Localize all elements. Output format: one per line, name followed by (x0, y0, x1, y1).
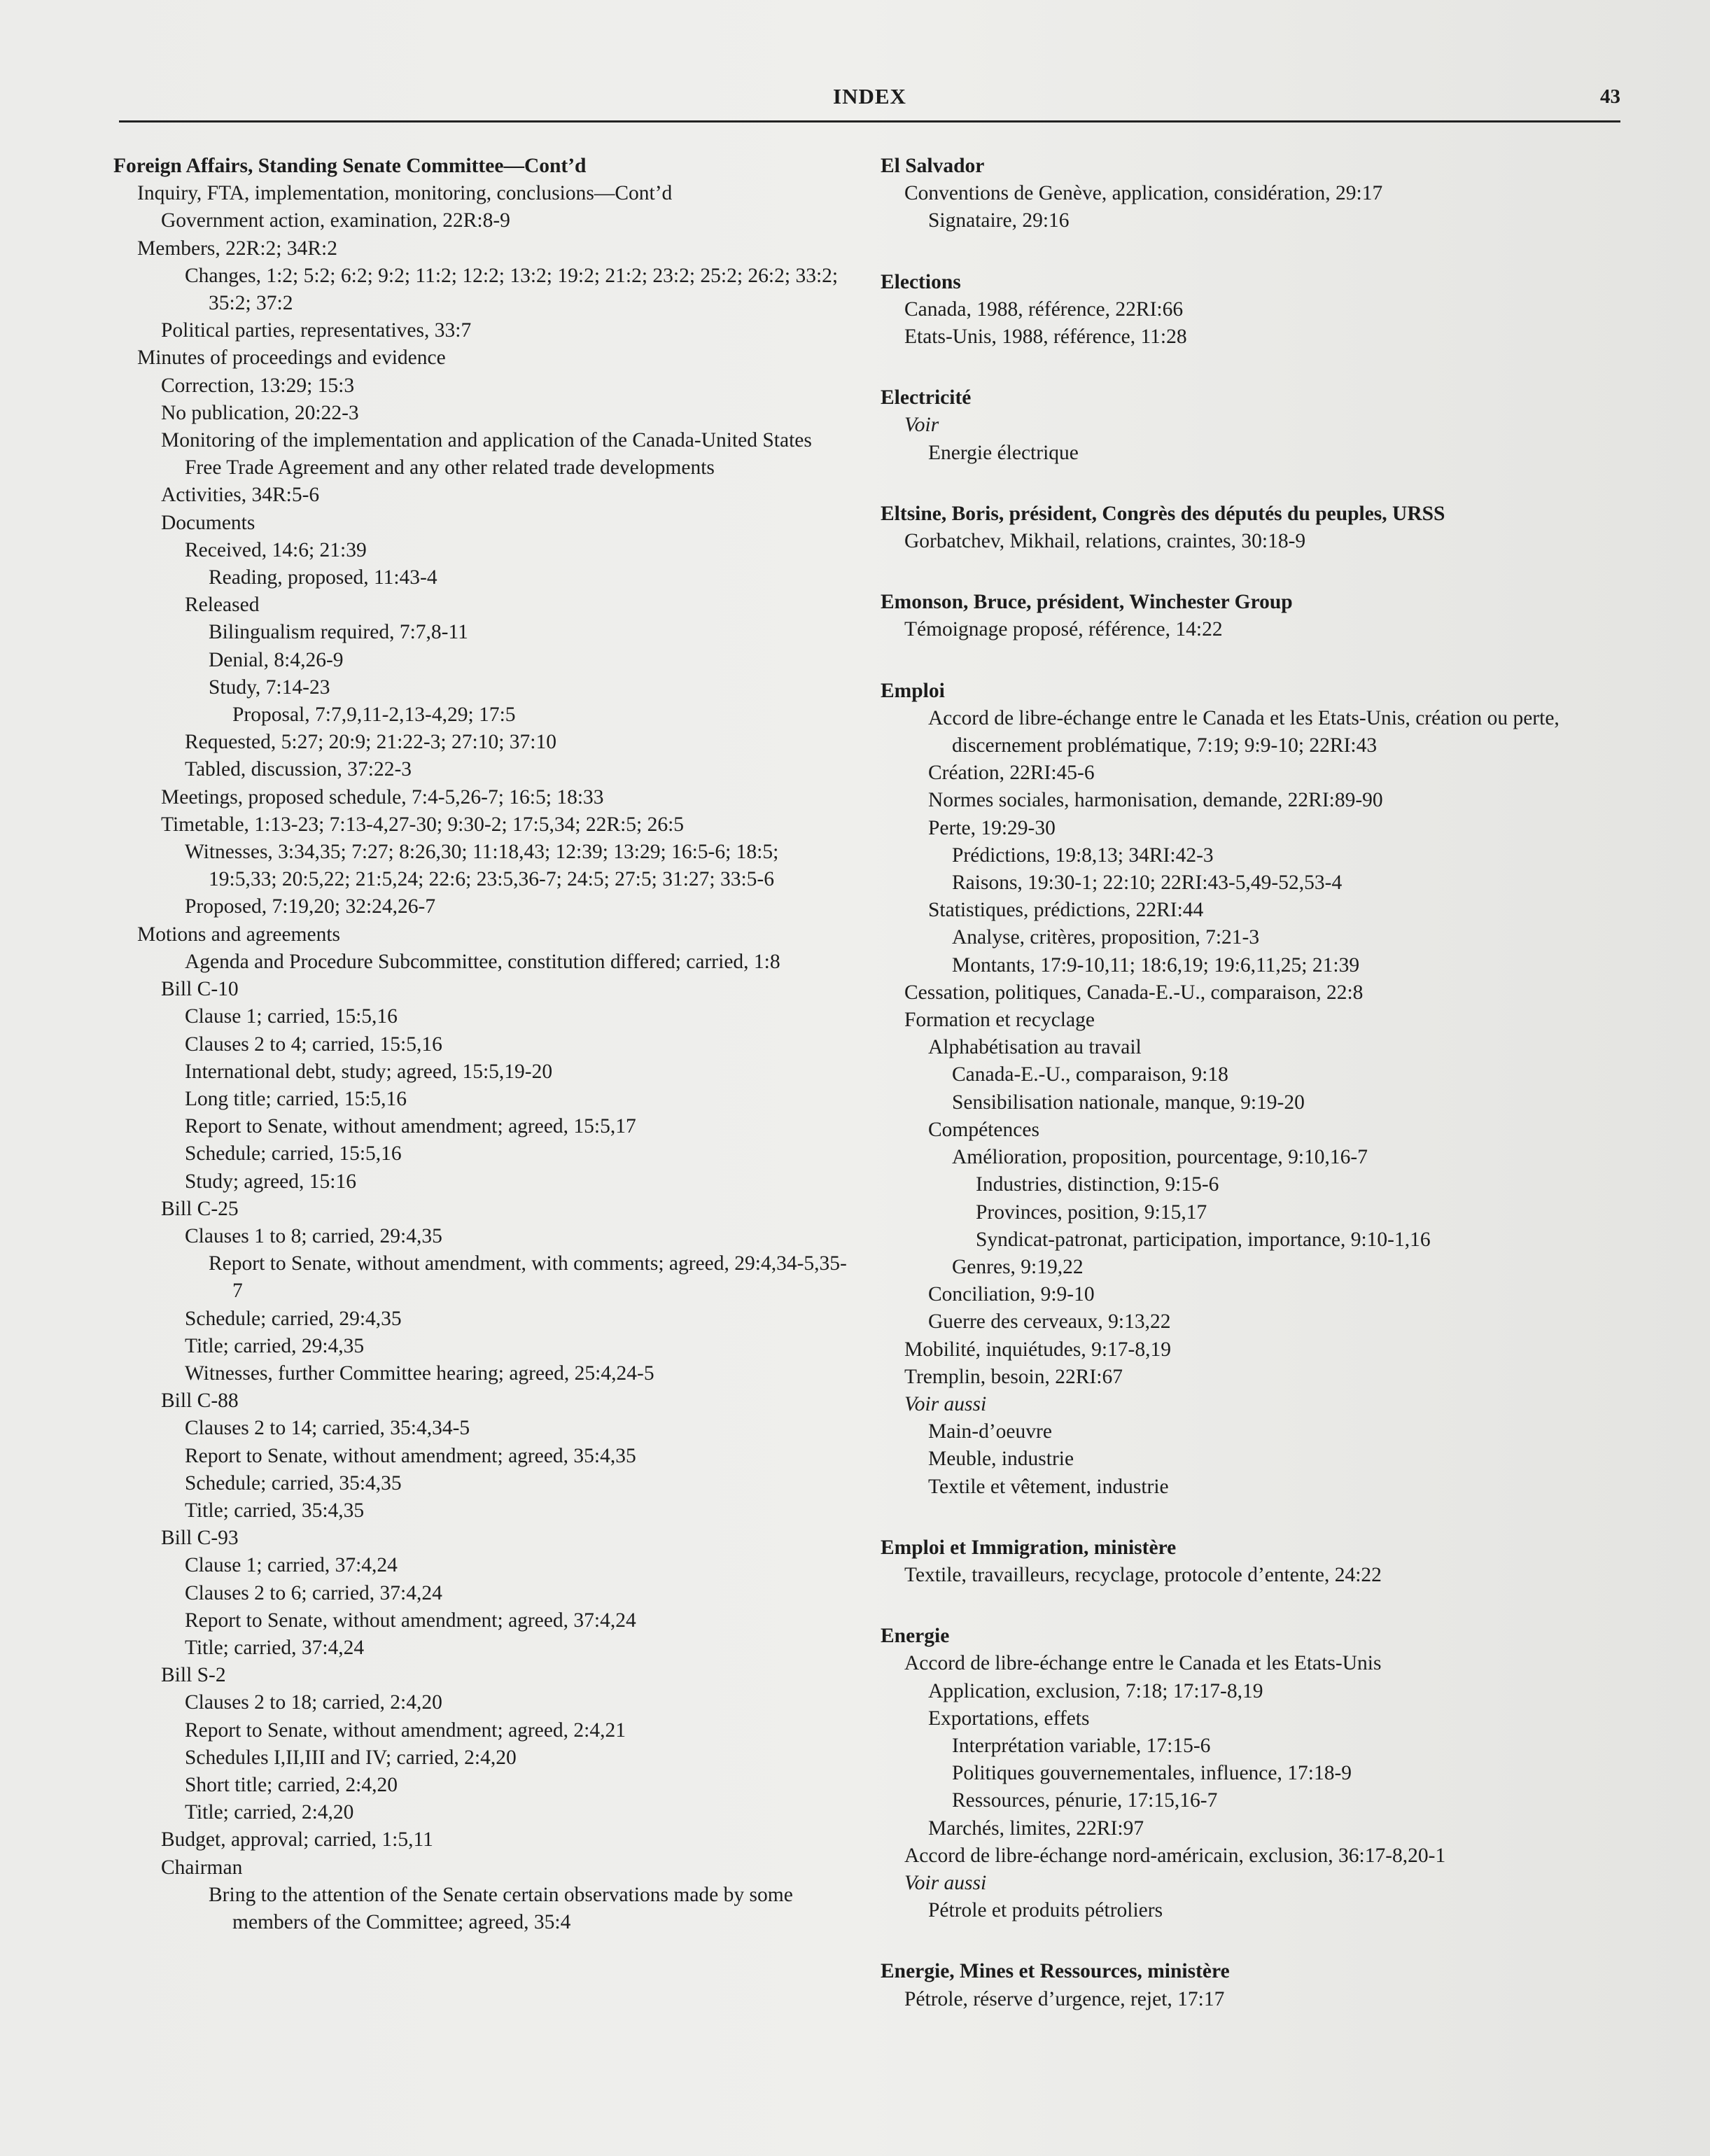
index-heading: Emonson, Bruce, président, Winchester Group (881, 591, 1293, 614)
index-entry: Changes, 1:2; 5:2; 6:2; 9:2; 11:2; 12:2; 13:2; 19:2; 21:2; 23:2; 25:2; 26:2; 33:2; 35:2; 37:2 (185, 264, 839, 315)
index-entry: Pétrole et produits pétroliers (928, 1899, 1163, 1922)
index-entry: Amélioration, proposition, pourcentage, 9:10,16-7 (952, 1146, 1368, 1169)
entry-gap (881, 235, 1623, 269)
index-entry: Cessation, politiques, Canada-E.-U., comparaison, 22:8 (904, 981, 1364, 1004)
index-entry: Clauses 2 to 6; carried, 37:4,24 (185, 1581, 442, 1604)
index-entry: Received, 14:6; 21:39 (185, 538, 367, 561)
index-entry: Bill C-10 (161, 978, 239, 1001)
index-entry: Ressources, pénurie, 17:15,16-7 (952, 1789, 1218, 1812)
index-heading: El Salvador (881, 155, 985, 177)
index-entry: Perte, 19:29-30 (928, 816, 1056, 839)
index-entry: Accord de libre-échange nord-américain, exclusion, 36:17-8,20-1 (904, 1844, 1446, 1867)
index-entry: Accord de libre-échange entre le Canada et les Etats-Unis, création ou perte, discernement problématique, 7:19; 9:9-10; 22RI:43 (928, 706, 1560, 757)
index-heading: Elections (881, 270, 961, 293)
index-entry: Activities, 34R:5-6 (161, 484, 320, 507)
index-heading: Emploi (881, 679, 945, 702)
index-entry: Proposed, 7:19,20; 32:24,26-7 (185, 895, 436, 918)
index-entry: Etats-Unis, 1988, référence, 11:28 (904, 326, 1187, 349)
index-entry: Tabled, discussion, 37:22-3 (185, 758, 412, 781)
index-entry: Monitoring of the implementation and application of the Canada-United States Free Trade Agreement and any other related trade developments (161, 429, 812, 479)
index-entry: Members, 22R:2; 34R:2 (137, 237, 337, 260)
index-entry: Motions and agreements (137, 923, 341, 946)
index-entry: Government action, examination, 22R:8-9 (161, 209, 510, 232)
entry-gap (881, 1924, 1623, 1958)
index-entry: Main-d’oeuvre (928, 1420, 1052, 1443)
index-entry: Bill C-88 (161, 1390, 239, 1413)
index-entry: Released (185, 594, 260, 617)
page-header (119, 78, 1620, 122)
index-entry: Inquiry, FTA, implementation, monitoring, conclusions—Cont’d (137, 182, 673, 205)
index-entry: Report to Senate, without amendment; agreed, 15:5,17 (185, 1115, 636, 1138)
index-entry: Chairman (161, 1856, 243, 1879)
index-entry: Application, exclusion, 7:18; 17:17-8,19 (928, 1679, 1263, 1702)
index-entry: Timetable, 1:13-23; 7:13-4,27-30; 9:30-2; 17:5,34; 22R:5; 26:5 (161, 813, 685, 836)
index-entry: Title; carried, 2:4,20 (185, 1801, 354, 1824)
index-entry: Mobilité, inquiétudes, 9:17-8,19 (904, 1338, 1172, 1361)
index-entry: Exportations, effets (928, 1707, 1090, 1730)
index-entry: Création, 22RI:45-6 (928, 762, 1095, 785)
index-entry: Clauses 2 to 4; carried, 15:5,16 (185, 1032, 442, 1056)
index-entry: Formation et recyclage (904, 1009, 1095, 1032)
index-entry: Schedule; carried, 15:5,16 (185, 1142, 402, 1166)
index-entry: Title; carried, 35:4,35 (185, 1499, 365, 1522)
index-entry: Provinces, position, 9:15,17 (976, 1200, 1207, 1224)
index-entry: Witnesses, further Committee hearing; agreed, 25:4,24-5 (185, 1362, 654, 1385)
index-entry: Marchés, limites, 22RI:97 (928, 1816, 1144, 1840)
index-entry: Sensibilisation nationale, manque, 9:19-20 (952, 1091, 1305, 1114)
index-entry: Syndicat-patronat, participation, importance, 9:10-1,16 (976, 1228, 1431, 1251)
index-entry: Normes sociales, harmonisation, demande, 22RI:89-90 (928, 789, 1383, 812)
index-entry: Raisons, 19:30-1; 22:10; 22RI:43-5,49-52,53-4 (952, 872, 1343, 895)
index-entry: Témoignage proposé, référence, 14:22 (904, 618, 1223, 641)
index-column-right (881, 153, 1623, 2013)
index-entry: Schedule; carried, 35:4,35 (185, 1471, 402, 1494)
index-entry: Title; carried, 37:4,24 (185, 1636, 365, 1659)
index-entry: Tremplin, besoin, 22RI:67 (904, 1365, 1123, 1388)
index-entry: Voir aussi (904, 1392, 987, 1415)
index-entry: Gorbatchev, Mikhail, relations, craintes, 30:18-9 (904, 530, 1306, 553)
index-entry: Conciliation, 9:9-10 (928, 1283, 1095, 1306)
index-entry: Budget, approval; carried, 1:5,11 (161, 1828, 433, 1851)
index-entry: Textile et vêtement, industrie (928, 1475, 1169, 1498)
index-entry: No publication, 20:22-3 (161, 401, 359, 424)
index-entry: Short title; carried, 2:4,20 (185, 1773, 398, 1796)
index-entry: Documents (161, 511, 255, 534)
index-entry: Statistiques, prédictions, 22RI:44 (928, 899, 1204, 922)
entry-gap (881, 1501, 1623, 1534)
index-entry: Clause 1; carried, 15:5,16 (185, 1005, 398, 1028)
page-title: INDEX (833, 84, 906, 108)
entry-gap (881, 1589, 1623, 1623)
index-entry: Interprétation variable, 17:15-6 (952, 1734, 1211, 1757)
index-entry: Politiques gouvernementales, influence, 17:18-9 (952, 1762, 1352, 1785)
index-entry: Correction, 13:29; 15:3 (161, 374, 355, 397)
index-entry: Study, 7:14-23 (209, 676, 330, 699)
index-entry: Schedules I,II,III and IV; carried, 2:4,20 (185, 1746, 517, 1769)
index-entry: Voir aussi (904, 1871, 987, 1894)
index-entry: Industries, distinction, 9:15-6 (976, 1173, 1219, 1196)
page-number: 43 (1600, 85, 1620, 108)
index-entry: Agenda and Procedure Subcommittee, constitution differed; carried, 1:8 (185, 950, 780, 973)
index-entry: Meetings, proposed schedule, 7:4-5,26-7; 16:5; 18:33 (161, 785, 604, 808)
index-entry: Bilingualism required, 7:7,8-11 (209, 621, 468, 644)
index-entry: Analyse, critères, proposition, 7:21-3 (952, 926, 1260, 949)
index-entry: Voir (904, 414, 939, 437)
index-entry: Clauses 2 to 14; carried, 35:4,34-5 (185, 1417, 470, 1440)
index-entry: Guerre des cerveaux, 9:13,22 (928, 1310, 1171, 1334)
index-entry: Canada-E.-U., comparaison, 9:18 (952, 1063, 1228, 1086)
index-entry: Political parties, representatives, 33:7 (161, 319, 472, 342)
index-entry: Bring to the attention of the Senate certain observations made by some members of the Committee; agreed, 35:4 (209, 1883, 793, 1933)
index-entry: Pétrole, réserve d’urgence, rejet, 17:17 (904, 1987, 1225, 2010)
index-heading: Emploi et Immigration, ministère (881, 1536, 1177, 1559)
entry-gap (881, 351, 1623, 384)
entry-gap (881, 555, 1623, 589)
index-entry: Reading, proposed, 11:43-4 (209, 566, 437, 589)
index-entry: Denial, 8:4,26-9 (209, 648, 344, 671)
index-entry: Report to Senate, without amendment; agreed, 2:4,21 (185, 1718, 626, 1742)
index-entry: Bill S-2 (161, 1664, 226, 1687)
index-entry: Accord de libre-échange entre le Canada et les Etats-Unis (904, 1652, 1382, 1675)
index-entry: Montants, 17:9-10,11; 18:6,19; 19:6,11,25; 21:39 (952, 953, 1360, 976)
index-entry: Long title; carried, 15:5,16 (185, 1087, 407, 1110)
index-entry: Prédictions, 19:8,13; 34RI:42-3 (952, 844, 1214, 867)
index-entry: Canada, 1988, référence, 22RI:66 (904, 298, 1184, 321)
index-heading: Electricité (881, 386, 972, 410)
index-entry: Signataire, 29:16 (928, 209, 1070, 232)
index-entry: Requested, 5:27; 20:9; 21:22-3; 27:10; 37:10 (185, 731, 556, 754)
index-entry: Clauses 1 to 8; carried, 29:4,35 (185, 1224, 442, 1247)
index-heading: Eltsine, Boris, président, Congrès des députés du peuples, URSS (881, 502, 1445, 525)
index-entry: Textile, travailleurs, recyclage, protocole d’entente, 24:22 (904, 1563, 1382, 1586)
index-heading: Energie, Mines et Ressources, ministère (881, 1960, 1230, 1983)
index-entry: Report to Senate, without amendment; agreed, 37:4,24 (185, 1609, 636, 1632)
index-entry: Study; agreed, 15:16 (185, 1170, 356, 1193)
index-entry: Bill C-25 (161, 1197, 239, 1220)
entry-gap (881, 644, 1623, 678)
index-heading: Foreign Affairs, Standing Senate Committee—Cont’d (113, 155, 587, 177)
index-entry: Proposal, 7:7,9,11-2,13-4,29; 17:5 (232, 704, 516, 727)
entry-gap (881, 467, 1623, 500)
index-column-left (113, 153, 847, 1936)
index-entry: Genres, 9:19,22 (952, 1255, 1084, 1278)
index-entry: Report to Senate, without amendment; agreed, 35:4,35 (185, 1444, 636, 1467)
index-entry: Bill C-93 (161, 1527, 239, 1550)
index-entry: Conventions de Genève, application, considération, 29:17 (904, 182, 1383, 205)
index-entry: Meuble, industrie (928, 1448, 1074, 1471)
index-entry: Compétences (928, 1118, 1039, 1141)
index-entry: Schedule; carried, 29:4,35 (185, 1307, 402, 1330)
index-entry: Title; carried, 29:4,35 (185, 1334, 365, 1357)
index-entry: Report to Senate, without amendment, with comments; agreed, 29:4,34-5,35-7 (209, 1252, 847, 1303)
index-entry: Witnesses, 3:34,35; 7:27; 8:26,30; 11:18,43; 12:39; 13:29; 16:5-6; 18:5; 19:5,33; 20:5,22; 21:5,24; 22:6; 23:5,36-7; 24:5; 27:5; 31:27; 33:5-6 (185, 841, 779, 891)
index-entry: Alphabétisation au travail (928, 1036, 1142, 1059)
index-entry: Clause 1; carried, 37:4,24 (185, 1554, 398, 1577)
index-entry: Minutes of proceedings and evidence (137, 346, 446, 370)
index-entry: Clauses 2 to 18; carried, 2:4,20 (185, 1691, 442, 1714)
index-entry: International debt, study; agreed, 15:5,19-20 (185, 1060, 553, 1083)
index-entry: Energie électrique (928, 441, 1079, 464)
index-heading: Energie (881, 1625, 950, 1648)
